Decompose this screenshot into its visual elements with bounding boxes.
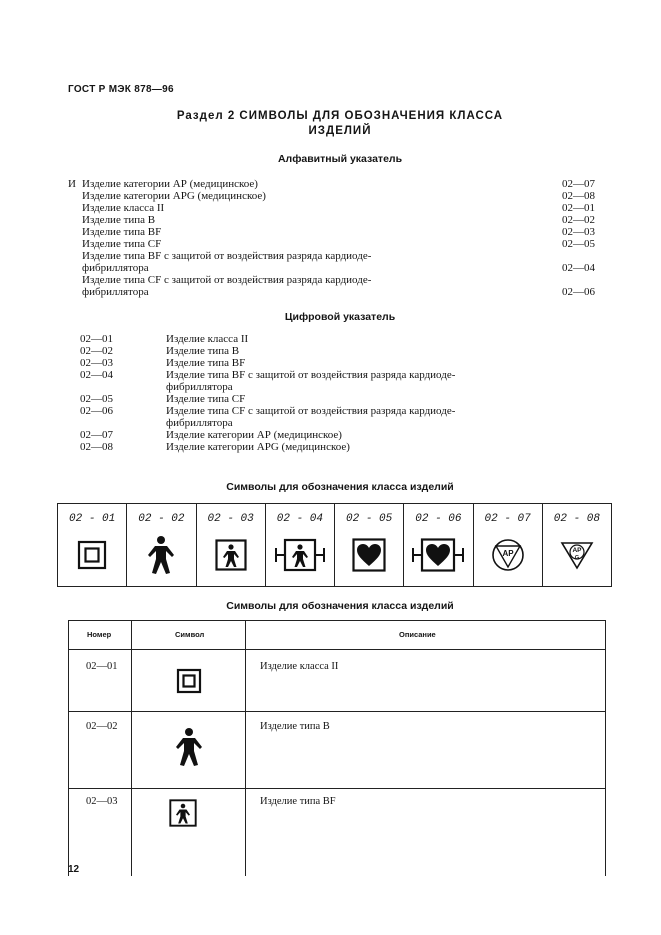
- table-row-number: 02—02: [86, 721, 118, 732]
- digit-item-code: 02—08: [80, 441, 113, 453]
- alpha-item-code: 02—08: [562, 190, 595, 202]
- alpha-item-text: Изделие типа CF с защитой от воздействия разряда кардиоде-: [82, 274, 372, 286]
- document-code: ГОСТ Р МЭК 878—96: [68, 84, 174, 95]
- symbol-cell: [58, 504, 127, 586]
- alpha-item-code: 02—06: [562, 286, 595, 298]
- symbol-code-label: 02 - 06: [415, 513, 462, 525]
- symbol-cell: [197, 504, 266, 586]
- digit-item-code: 02—06: [80, 405, 113, 417]
- digit-item-code: 02—05: [80, 393, 113, 405]
- symbol-code-label: 02 - 01: [69, 513, 116, 525]
- alpha-item-code: 02—01: [562, 202, 595, 214]
- symbol-cell: [335, 504, 404, 586]
- symbol-code-label: 02 - 08: [553, 513, 600, 525]
- alpha-item-text: Изделие типа В: [82, 214, 156, 226]
- person-in-box-defib-icon: [274, 538, 326, 572]
- digit-item-text: Изделие категории APG (медицинское): [166, 441, 350, 453]
- person-icon: [145, 535, 177, 575]
- digit-item-code: 02—02: [80, 345, 113, 357]
- digit-item-code: 02—04: [80, 369, 113, 381]
- alpha-item-text: Изделие класса II: [82, 202, 165, 214]
- table-row-description: Изделие типа В: [260, 721, 330, 732]
- symbols-strip-heading: Символы для обозначения класса изделий: [226, 481, 454, 493]
- symbol-code-label: 02 - 03: [207, 513, 254, 525]
- digit-item-text: Изделие типа CF: [166, 393, 246, 405]
- alpha-item-code: 02—02: [562, 214, 595, 226]
- symbol-code-label: 02 - 02: [138, 513, 185, 525]
- alpha-item-code: 02—03: [562, 226, 595, 238]
- digit-item-code: 02—03: [80, 357, 113, 369]
- alpha-item-text: Изделие типа BF с защитой от воздействия разряда кардиоде-: [82, 250, 372, 262]
- column-header-number: Номер: [87, 630, 112, 639]
- symbols-strip: [57, 503, 612, 587]
- double-square-icon: [176, 668, 202, 694]
- alpha-item-text: Изделие типа BF: [82, 226, 162, 238]
- symbol-code-label: 02 - 04: [276, 513, 323, 525]
- digit-item-text: Изделие категории АР (медицинское): [166, 429, 342, 441]
- section-title-line1: Раздел 2 СИМВОЛЫ ДЛЯ ОБОЗНАЧЕНИЯ КЛАССА: [176, 110, 504, 122]
- alpha-item-code: 02—05: [562, 238, 595, 250]
- symbol-cell: [127, 504, 196, 586]
- alphabetical-letter: И: [68, 178, 76, 190]
- symbol-code-label: 02 - 07: [484, 513, 531, 525]
- page-number: 12: [68, 864, 80, 875]
- digit-item-text-cont: фибриллятора: [166, 381, 233, 393]
- alphabetical-index-heading: Алфавитный указатель: [277, 153, 403, 165]
- symbols-table: [68, 620, 606, 876]
- digit-item-text: Изделие типа BF: [166, 357, 246, 369]
- table-row-number: 02—03: [86, 796, 118, 807]
- alpha-item-text-cont: фибриллятора: [82, 286, 149, 298]
- alpha-item-code: 02—07: [562, 178, 595, 190]
- alpha-item-text: Изделие категории АР (медицинское): [82, 178, 258, 190]
- section-title-line2: ИЗДЕЛИЙ: [308, 125, 372, 137]
- symbol-cell: [543, 504, 611, 586]
- ap-text: AP: [572, 547, 582, 554]
- column-header-description: Описание: [399, 630, 436, 639]
- symbol-code-label: 02 - 05: [346, 513, 393, 525]
- table-heading: Символы для обозначения класса изделий: [226, 600, 454, 612]
- apg-triangle-icon: [560, 540, 594, 570]
- digit-item-text: Изделие типа CF с защитой от воздействия разряда кардиоде-: [166, 405, 456, 417]
- digit-item-text: Изделие типа В: [166, 345, 240, 357]
- ap-circle-icon: [491, 538, 525, 572]
- symbol-cell: [404, 504, 473, 586]
- double-square-icon: [77, 540, 107, 570]
- digit-item-text: Изделие типа BF с защитой от воздействия разряда кардиоде-: [166, 369, 456, 381]
- g-text: G: [574, 555, 580, 561]
- alpha-item-text-cont: фибриллятора: [82, 262, 149, 274]
- digit-item-text-cont: фибриллятора: [166, 417, 233, 429]
- digit-item-text: Изделие класса II: [166, 333, 249, 345]
- person-in-box-icon: [215, 539, 247, 571]
- symbol-cell: [266, 504, 335, 586]
- alpha-item-text: Изделие категории APG (медицинское): [82, 190, 266, 202]
- heart-in-box-icon: [352, 538, 386, 572]
- digit-item-code: 02—07: [80, 429, 113, 441]
- heart-in-box-defib-icon: [411, 538, 465, 572]
- alpha-item-text: Изделие типа CF: [82, 238, 162, 250]
- symbol-cell: [474, 504, 543, 586]
- digit-item-code: 02—01: [80, 333, 113, 345]
- person-in-box-icon: [169, 799, 197, 827]
- ap-text: AP: [502, 549, 514, 558]
- table-row-number: 02—01: [86, 661, 118, 672]
- column-header-symbol: Символ: [175, 630, 205, 639]
- person-icon: [173, 727, 205, 767]
- digital-index-heading: Цифровой указатель: [284, 311, 396, 323]
- table-row-description: Изделие класса II: [260, 661, 339, 672]
- alpha-item-code: 02—04: [562, 262, 595, 274]
- table-row-description: Изделие типа BF: [260, 796, 336, 807]
